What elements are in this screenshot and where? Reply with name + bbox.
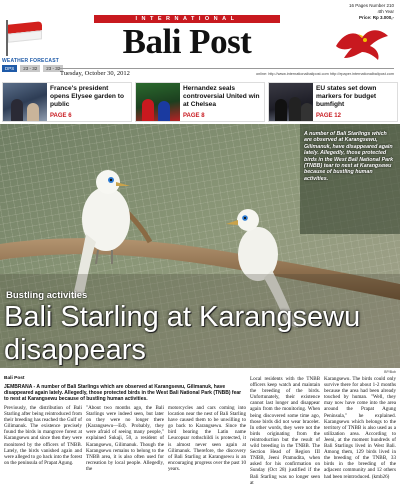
page-count: 16 Pages Number 210 [348, 3, 394, 8]
article-column-2 [86, 405, 164, 479]
teaser-photo [136, 83, 180, 121]
article-paragraph: Previously, the distribution of Bali Starling after being reintroduced from their breeding has reached the Gulf of Gilimanuk. The existence precisely found the birds in mangrove forest at Karangsewu and since then they were monitored by the officers of TNBB. Lately, the birds vanished again and were alleged to go back into the forest on the peninsula of Prapat Agung. [4, 405, 82, 466]
article-lead: JEMBRANA - A number of Bali Starlings which are observed at Karangsewu, Gilimanuk, have disappeared again lately. Allegedly, those protected birds in the West Bali National Park (TNBB) fear to nest at Karangsewu because of bustling human activities. [4, 384, 242, 402]
newspaper-title: Bali Post [122, 22, 252, 61]
teaser-page-ref[interactable]: PAGE 8 [183, 113, 205, 119]
article-paragraph: "About two months ago, the Bali Starlings were indeed seen, but later on they were no longer there (Karangsewu—Ed). Probably, they were afraid of seeing many people," explained Sukaji, 50, a resident of Karangsewu, Gilimanuk. Though the Karangsewu remains to belong to the TNBB area, it is also often used for recreation by local people. Allegedly, the [86, 405, 164, 472]
article-byline: Bali Post [4, 376, 25, 381]
issue-meta [306, 3, 394, 21]
article-column-1 [4, 405, 82, 479]
international-banner: INTERNATIONAL [94, 15, 280, 23]
teaser-item[interactable] [135, 82, 265, 122]
article-paragraph: Karangsewu. The birds could only survive there for about 1-2 months because the area had been already touched by human. "Well, they may now have come into the area around the Prapat Agung Peninsula," he explained. Karangsewu which belongs to the territory of TNBB is also used as a utilization area. According to Jeeni, at the moment hundreds of Bali Starlings lived in West Bali. Among them, 129 birds lived in the breeding of the TNBB, 33 birds in the breeding of the adjacent community and 12 others had been reintroduced. (kmb26) [324, 376, 396, 480]
article-column-3 [168, 405, 246, 479]
section-label: Bustling activities [6, 290, 88, 301]
issue-date: Tuesday, October 30, 2012 [60, 70, 130, 77]
teaser-title: Hernandez seals controversial United win at Chelsea [183, 85, 260, 108]
teaser-title: EU states set down markers for budget bumfight [316, 85, 377, 108]
article-column-5 [324, 376, 396, 479]
article-paragraph: motorcycles and cars coming into location near the nest of Bali Starling have caused them to be unwilling to go back to Karangsewu. Since the bird bearing the Latin name Leucopsar rothschildi is protected, it is almost never seen again at Gilimanuk. Therefore, the discovery of Bali Starling at Karangsewu is an encouraging progress over the past 10 years. [168, 405, 246, 472]
weather-temp-2: 23 - 32 [43, 65, 63, 72]
weather-temp-1: 23 - 32 [20, 65, 40, 72]
teaser-photo [269, 83, 313, 121]
masthead [0, 0, 400, 82]
photo-credit: BP/Bob [384, 370, 396, 374]
cover-price: Price: Rp 3.000,- [358, 15, 394, 20]
photo-caption: A number of Bali Starlings which are observed at Karangsewu, Gilimanuk, have disappeared again lately. Allegedly, those protected birds in the West Bali National Park (TNBB) tear to nest at Karangsewu because of bustling human activities. [304, 131, 394, 182]
article-paragraph: Local residents with the TNBB officers keep watch and maintain the breeding of the birds. Unfortunately, their existence cannot last longer and disappear again from the monitoring. When being discovered some time ago, those birds did not wear bracelet. In other words, they were not the birds originating from the reintroduction but the result of wild breeding in the TNBB. The Section Head of Region III TNBB, Jeeni Pramudita, when asked for his confirmation on Sunday (Oct 28) justified if the Bali Starling was no longer seen at [250, 376, 320, 486]
dateline [60, 68, 394, 77]
website-links[interactable]: online: http://www.internationalbalipost.com http://epaper.internationalbalipost.com [255, 72, 394, 76]
garuda-bird-icon [332, 22, 390, 62]
teaser-title: France's president opens Elysee garden to public [50, 85, 125, 108]
teaser-photo [3, 83, 47, 121]
article-column-4 [250, 376, 320, 486]
main-headline: Bali Starling at Karangsewu disappears [4, 301, 361, 366]
teaser-item[interactable] [268, 82, 398, 122]
teaser-page-ref[interactable]: PAGE 12 [316, 113, 341, 119]
teaser-page-ref[interactable]: PAGE 6 [50, 113, 72, 119]
teaser-item[interactable] [2, 82, 132, 122]
teaser-strip [0, 82, 400, 122]
weather-label: DPS [2, 65, 17, 72]
indonesian-flag-icon [2, 20, 52, 56]
edition-year: 4th Year [377, 9, 394, 14]
weather-title: WEATHER FORECAST [2, 58, 59, 64]
